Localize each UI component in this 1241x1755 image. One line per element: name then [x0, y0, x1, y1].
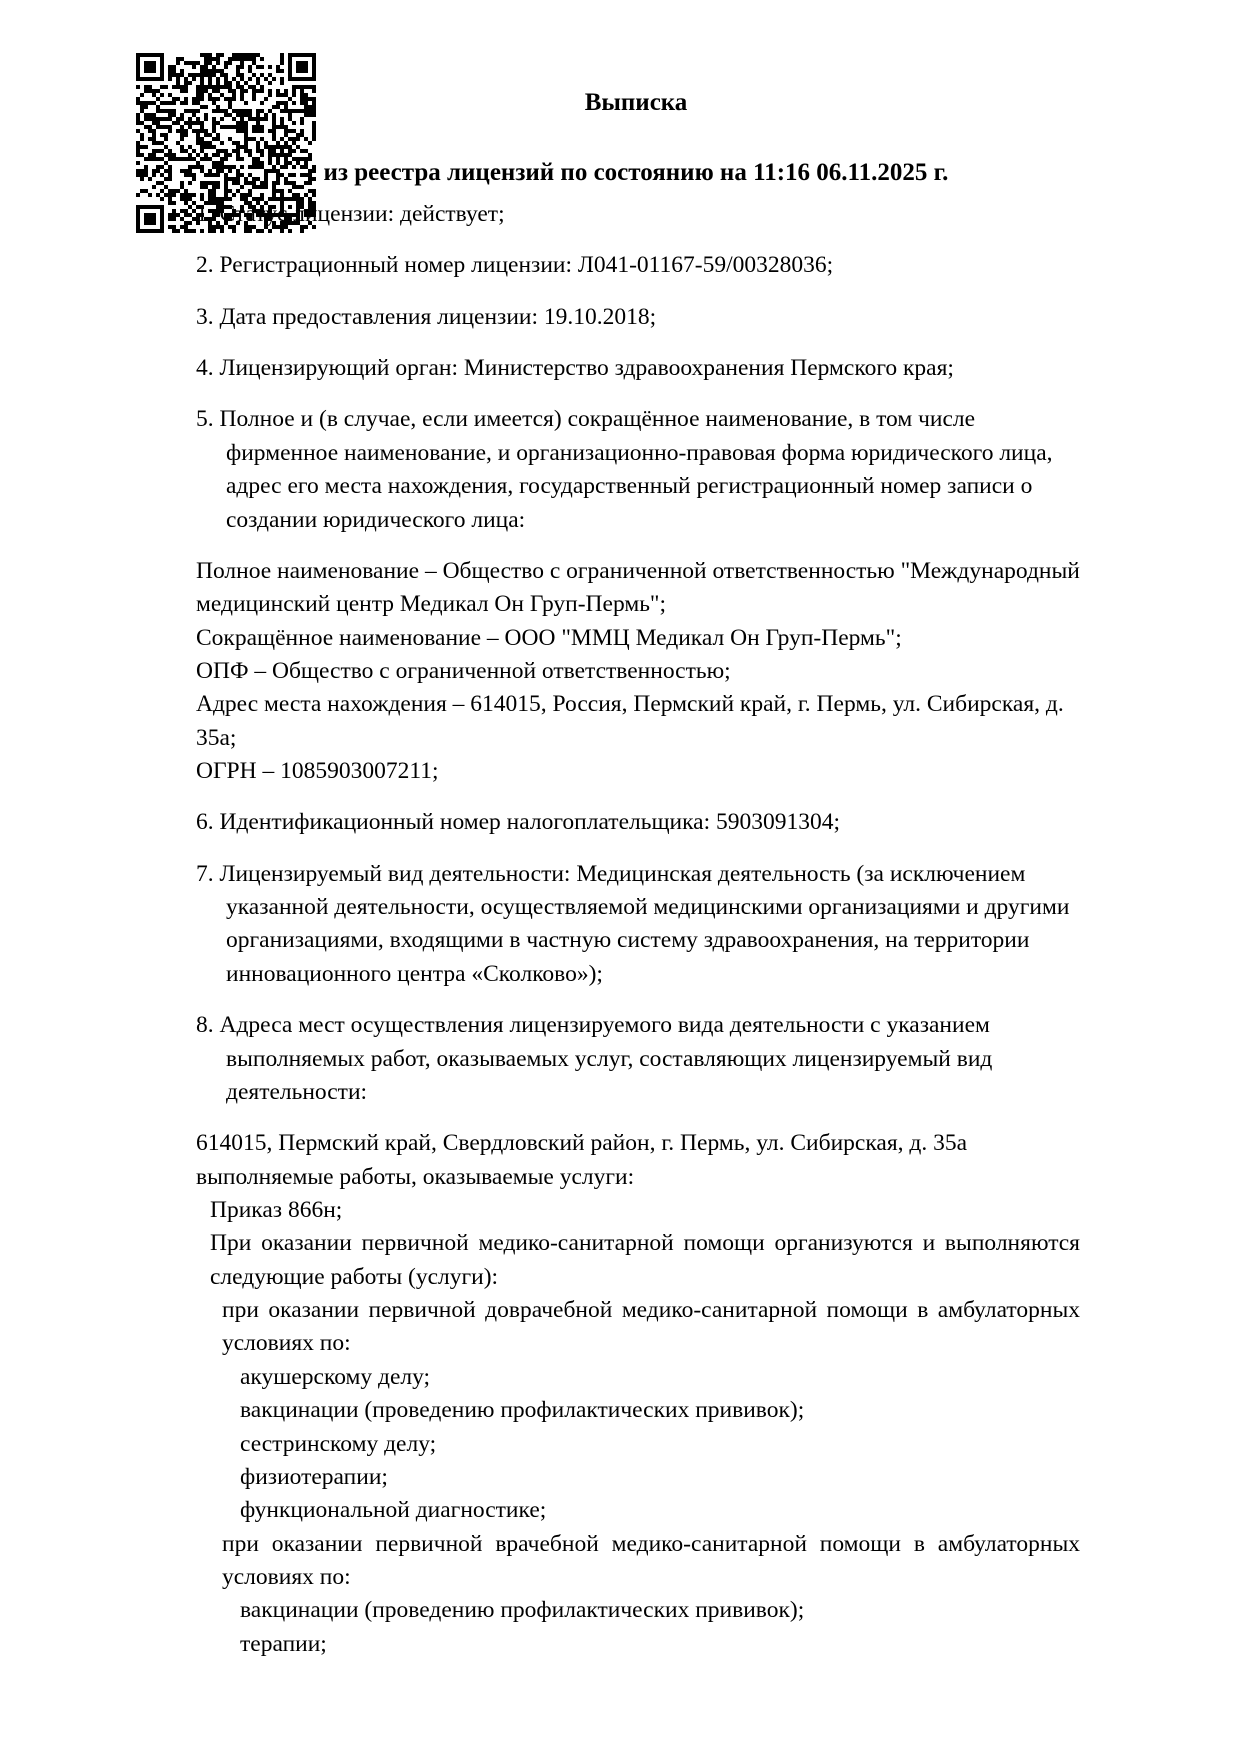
list-item: вакцинации (проведению профилактических прививок);	[240, 1597, 805, 1624]
list-item: вакцинации (проведению профилактических прививок);	[240, 1397, 805, 1424]
item-4-licensing-authority: 4. Лицензирующий орган: Министерство здравоохранения Пермского края;	[196, 355, 954, 382]
title-block	[196, 88, 1076, 188]
item-1-status: 1. Статус лицензии: действует;	[196, 201, 505, 227]
list-item: физиотерапии;	[240, 1463, 388, 1490]
item-2-registration-number: 2. Регистрационный номер лицензии: Л041-01167-59/00328036;	[196, 252, 834, 279]
item-6-inn: 6. Идентификационный номер налогоплательщика: 5903091304;	[196, 809, 841, 836]
entity-ogrn: ОГРН – 1085903007211;	[196, 758, 439, 785]
list-item: терапии;	[240, 1630, 327, 1657]
document-body	[196, 198, 1080, 1679]
list-item: функциональной диагностике;	[240, 1497, 547, 1524]
entity-legal-form: ОПФ – Общество с ограниченной ответственностью;	[196, 657, 731, 684]
item-3-issue-date: 3. Дата предоставления лицензии: 19.10.2018;	[196, 303, 657, 330]
activity-place-block	[196, 1127, 1080, 1661]
item-8-activity-addresses: 8. Адреса мест осуществления лицензируемого вида деятельности с указанием выполняемых работ, оказываемых услуг, составляющих лицензируемый вид деятельности:	[196, 1012, 993, 1105]
entity-short-name: Сокращённое наименование – ООО "ММЦ Медикал Он Груп-Пермь";	[196, 624, 902, 651]
page-title: Выписка	[584, 89, 688, 116]
primary-care-intro: При оказании первичной медико-санитарной помощи организуются и выполняются следующие работы (услуги):	[210, 1230, 1080, 1290]
list-item: сестринскому делу;	[240, 1430, 437, 1457]
entity-address: Адрес места нахождения – 614015, Россия, Пермский край, г. Пермь, ул. Сибирская, д. 35а;	[196, 691, 1064, 751]
page-subtitle: из реестра лицензий по состоянию на 11:16 06.11.2025 г.	[323, 159, 949, 186]
item-5-entity-names: 5. Полное и (в случае, если имеется) сокращённое наименование, в том числе фирменное наименование, и организационно-правовая форма юридического лица, адрес его места нахождения, государственный регистрационный номер записи о создании юридического лица:	[196, 406, 1053, 533]
activity-order-number: Приказ 866н;	[210, 1196, 343, 1223]
list-item: акушерскому делу;	[240, 1363, 431, 1390]
entity-details-block	[196, 555, 1080, 789]
activity-place-address: 614015, Пермский край, Свердловский район, г. Пермь, ул. Сибирская, д. 35а	[196, 1130, 968, 1157]
item-7-activity-type: 7. Лицензируемый вид деятельности: Медицинская деятельность (за исключением указанной деятельности, осуществляемой медицинскими организациями и другими организациями, входящими в частную систему здравоохранения, на территории инновационного центра «Сколково»);	[196, 860, 1070, 987]
entity-full-name: Полное наименование – Общество с ограниченной ответственностью "Международный медицинский центр Медикал Он Груп-Пермь";	[196, 557, 1080, 618]
activity-works-header: выполняемые работы, оказываемые услуги:	[196, 1163, 635, 1190]
pre-doctor-care-header: при оказании первичной доврачебной медико-санитарной помощи в амбулаторных условиях по:	[222, 1297, 1080, 1357]
doctor-care-header: при оказании первичной врачебной медико-санитарной помощи в амбулаторных условиях по:	[222, 1530, 1080, 1590]
